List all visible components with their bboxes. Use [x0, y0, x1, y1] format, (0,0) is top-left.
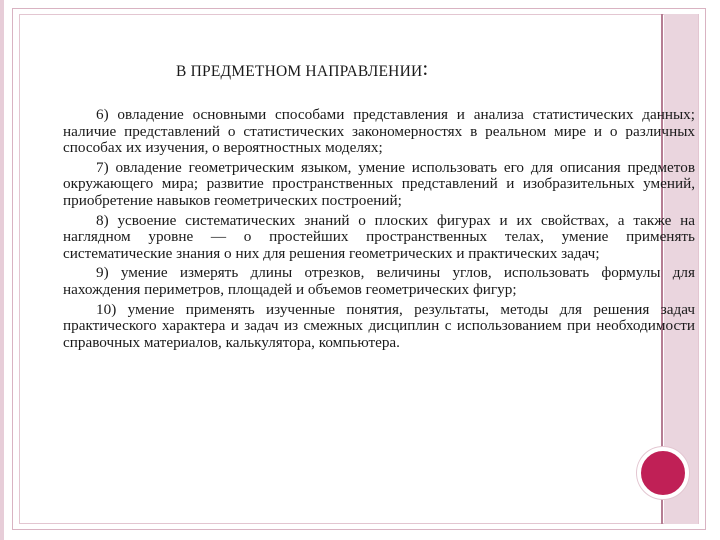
slide-title [176, 56, 428, 81]
paragraph-item-6: 6) овладение основными способами представления и анализа статистических данных; наличие представлений о статистических закономерностях в реальном мире и о различных способах их изучения, о вероятностных моделях; [63, 106, 695, 157]
paragraph-item-10: 10) умение применять изученные понятия, результаты, методы для решения задач практического характера и задач из смежных дисциплин с использованием при необходимости справочных материалов, калькулятора, компьютера. [63, 300, 695, 351]
paragraph-item-9: 9) умение измерять длины отрезков, величины углов, использовать формулы для нахождения периметров, площадей и объемов геометрических фигур; [63, 264, 695, 298]
slide-title-text: В ПРЕДМЕТНОМ НАПРАВЛЕНИИ [176, 63, 423, 80]
left-decor-band [0, 0, 4, 540]
slide-title-colon: : [422, 56, 429, 80]
paragraph-item-8: 8) усвоение систематических знаний о плоских фигурах и их свойствах, а также на наглядном уровне — о простейших пространственных телах, умение применять систематические знания о них для решения геометрических и практических задач; [63, 211, 695, 262]
paragraph-item-7: 7) овладение геометрическим языком, умение использовать его для описания предметов окружающего мира; развитие пространственных представлений и изобразительных умений, приобретение навыков геометрических построений; [63, 158, 695, 209]
slide-content [63, 107, 695, 354]
decorative-circle [637, 447, 689, 499]
